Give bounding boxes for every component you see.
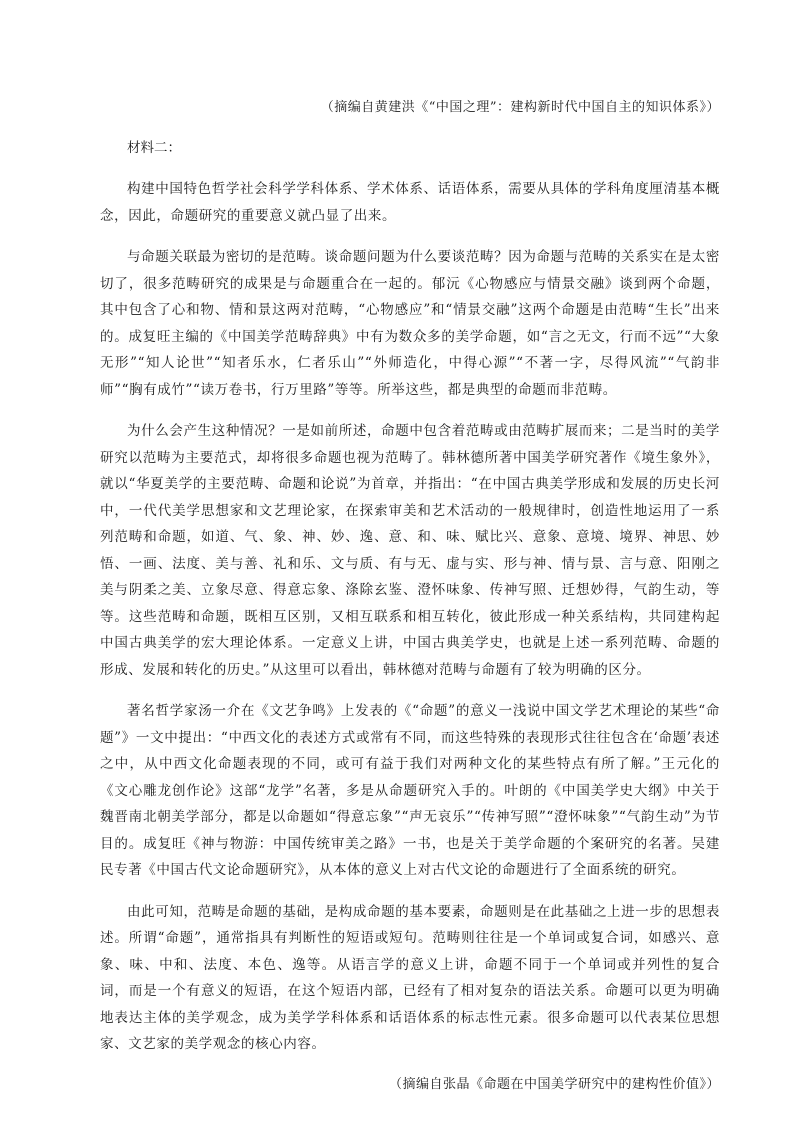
paragraph-1: 构建中国特色哲学社会科学学科体系、学术体系、话语体系，需要从具体的学科角度厘清基本概念，因此，命题研究的重要意义就凸显了出来。 — [100, 181, 720, 224]
material-label: 材料二： — [127, 140, 181, 156]
bottom-source-citation: （摘编自张晶《命题在中国美学研究中的建构性价值》） — [388, 1076, 720, 1092]
paragraph-5: 由此可知，范畴是命题的基础，是构成命题的基本要素，命题则是在此基础之上进一步的思想表述。所谓“命题”，通常指具有判断性的短语或短句。范畴则往往是一个单词或复合词，如感兴、意象、味、中和、法度、本色、逸等。从语言学的意义上讲，命题不同于一个单词或并列性的复合词，而是一个有意义的短语，在这个短语内部，已经有了相对复杂的语法关系。命题可以更为明确地表达主体的美学观念，成为美学学科体系和话语体系的标志性元素。很多命题可以代表某位思想家、文艺家的美学观念的核心内容。 — [100, 903, 720, 1052]
paragraph-3: 为什么会产生这种情况？一是如前所述，命题中包含着范畴或由范畴扩展而来；二是当时的美学研究以范畴为主要范式，却将很多命题也视为范畴了。韩林德所著中国美学研究著作《境生象外》，就以“华夏美学的主要范畴、命题和论说”为首章，并指出：“在中国古典美学形成和发展的历史长河中，一代代美学思想家和文艺理论家，在探索审美和艺术活动的一般规律时，创造性地运用了一系列范畴和命题，如道、气、象、神、妙、逸、意、和、味、赋比兴、意象、意境、境界、神思、妙悟、一画、法度、美与善、礼和乐、文与质、有与无、虚与实、形与神、情与景、言与意、阳刚之美与阴柔之美、立象尽意、得意忘象、涤除玄鉴、澄怀味象、传神写照、迁想妙得，气韵生动，等等。这些范畴和命题，既相互区别，又相互联系和相互转化，彼此形成一种关系结构，共同建构起中国古典美学的宏大理论体系。一定意义上讲，中国古典美学史，也就是上述一系列范畴、命题的形成、发展和转化的历史。”从这里可以看出，韩林德对范畴与命题有了较为明确的区分。 — [100, 423, 720, 678]
paragraph-4: 著名哲学家汤一介在《文艺争鸣》上发表的《“命题”的意义一浅说中国文学艺术理论的某些“命题”》一文中提出：“中西文化的表述方式或常有不同，而这些特殊的表现形式往往包含在‘命题’表述之中，从中西文化命题表现的不同，或可有益于我们对两种文化的某些特点有所了解。”王元化的《文心雕龙创作论》这部“龙学”名著，多是从命题研究入手的。叶朗的《中国美学史大纲》中关于魏晋南北朝美学部分，都是以命题如“得意忘象”“声无哀乐”“传神写照”“澄怀味象”“气韵生动”为节目的。成复旺《神与物游：中国传统审美之路》一书，也是关于美学命题的个案研究的名著。吴建民专著《中国古代文论命题研究》，从本体的意义上对古代文论的命题进行了全面系统的研究。 — [100, 703, 720, 878]
paragraph-2: 与命题关联最为密切的是范畴。谈命题问题为什么要谈范畴？因为命题与范畴的关系实在是太密切了，很多范畴研究的成果是与命题重合在一起的。郁沅《心物感应与情景交融》谈到两个命题，其中包含了心和物、情和景这两对范畴，“心物感应”和“情景交融”这两个命题是由范畴“生长”出来的。成复旺主编的《中国美学范畴辞典》中有为数众多的美学命题，如“言之无文，行而不远”“大象无形”“知人论世”“知者乐水，仁者乐山”“外师造化，中得心源”“不著一字，尽得风流”“气韵非师”“胸有成竹”“读万卷书，行万里路”等等。所举这些，都是典型的命题而非范畴。 — [100, 249, 720, 398]
top-source-citation: （摘编自黄建洪《“中国之理”：建构新时代中国自主的知识体系》） — [320, 100, 720, 115]
document-page — [100, 96, 720, 1097]
